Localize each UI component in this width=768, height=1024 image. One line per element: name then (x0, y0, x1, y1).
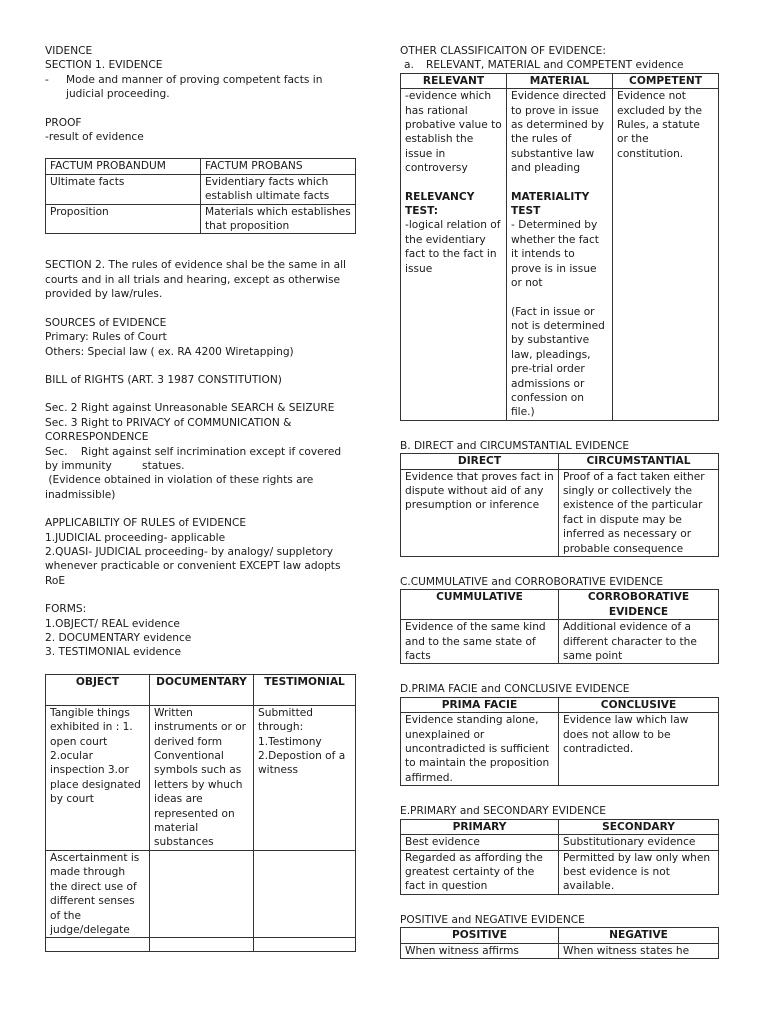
sec-self-incrimination: Sec. Right against self incrimination except if covered by immunity statues. (45, 445, 345, 472)
table-cell: Ultimate facts (46, 174, 201, 204)
corroborative-header: CORROBORATIVE EVIDENCE (559, 590, 719, 620)
table-row (401, 713, 719, 786)
section1-bullet (45, 73, 357, 102)
material-cell (507, 89, 613, 421)
table-cell: Proposition (46, 204, 201, 234)
sec3-right: Sec. 3 Right to PRIVACY of COMMUNICATION & CORRESPONDENCE (45, 416, 292, 444)
table-row (46, 938, 356, 952)
primary-secondary-table (400, 819, 719, 895)
forms-testimonial: 3. TESTIMONIAL evidence (45, 646, 182, 659)
table-row (401, 835, 719, 850)
object-header: OBJECT (46, 674, 150, 705)
conclusive-header: CONCLUSIVE (559, 697, 719, 712)
sources-primary: Primary: Rules of Court (45, 331, 167, 344)
table-cell: Evidence law which law does not allow to be contradicted. (559, 713, 719, 786)
sources-others: Others: Special law ( ex. RA 4200 Wiretapping) (45, 345, 294, 358)
direct-circumstantial-table (400, 453, 719, 557)
materiality-note: (Fact in issue or not is determined by substantive law, pleadings, pre-trial order admissions or confession on file.) (511, 305, 605, 419)
table-cell: Evidence of the same kind and to the same state of facts (401, 620, 559, 664)
prima-facie-conclusive-table (400, 697, 719, 786)
forms-title: FORMS: (45, 603, 87, 616)
table-cell (46, 938, 150, 952)
table-row (46, 204, 356, 234)
section1-bullet-text: Mode and manner of proving competent facts in judicial proceeding. (66, 73, 323, 101)
factum-table (45, 158, 356, 234)
e-title: E.PRIMARY and SECONDARY EVIDENCE (400, 805, 606, 818)
forms-table (45, 674, 356, 953)
competent-header: COMPETENT (613, 73, 719, 88)
secondary-header: SECONDARY (559, 819, 719, 834)
cumulative-header: CUMMULATIVE (401, 590, 559, 620)
table-cell: Written instruments or or derived form Conventional symbols such as letters by whuch ideas are represented on material substances (150, 705, 254, 850)
inadmissible-note: (Evidence obtained in violation of these rights are inadmissible) (45, 474, 317, 501)
table-cell: Evidentiary facts which establish ultimate facts (201, 174, 356, 204)
section1-title: SECTION 1. EVIDENCE (45, 59, 163, 72)
table-cell: Additional evidence of a different character to the same point (559, 620, 719, 664)
table-cell: Regarded as affording the greatest certainty of the fact in question (401, 850, 559, 894)
materiality-test-title: MATERIALITY TEST (511, 190, 590, 218)
table-cell: Submitted through: 1.Testimony 2.Depostion of a witness (254, 705, 356, 850)
sub-a (400, 58, 718, 72)
table-cell (254, 938, 356, 952)
table-cell: Permitted by law only when best evidence is not available. (559, 850, 719, 894)
relevant-cell (401, 89, 507, 421)
relevancy-test-title: RELEVANCY TEST: (405, 190, 475, 218)
table-cell: Tangible things exhibited in : 1. open court 2.ocular inspection 3.or place designated by court (46, 705, 150, 850)
positive-header: POSITIVE (401, 928, 559, 943)
cumulative-corroborative-table (400, 589, 719, 664)
applicability-title: APPLICABILTIY OF RULES of EVIDENCE (45, 517, 247, 530)
table-cell: Evidence that proves fact in dispute without aid of any presumption or inference (401, 469, 559, 556)
table-row (401, 89, 719, 421)
rmc-table (400, 73, 719, 421)
table-row (401, 850, 719, 894)
table-row (46, 850, 356, 937)
bullet-dash: - (45, 73, 49, 86)
sources-title: SOURCES of EVIDENCE (45, 316, 167, 329)
materiality-test: - Determined by whether the fact it intends to prove is in issue or not (511, 219, 599, 290)
factum-probans-header: FACTUM PROBANS (201, 159, 356, 174)
proof-title: PROOF (45, 116, 82, 129)
applicability-quasi-judicial: 2.QUASI- JUDICIAL proceeding- by analogy/ suppletory whenever practicable or convenient EXCEPT law adopts RoE (45, 545, 341, 587)
table-row (46, 174, 356, 204)
doc-heading: VIDENCE (45, 45, 93, 57)
material-header: MATERIAL (507, 73, 613, 88)
forms-documentary: 2. DOCUMENTARY evidence (45, 632, 192, 644)
table-cell (254, 850, 356, 937)
competent-definition: Evidence not excluded by the Rules, a statute or the constitution. (617, 90, 702, 160)
material-definition: Evidence directed to prove in issue as determined by the rules of substantive law and pleading (511, 90, 607, 175)
f-title: POSITIVE and NEGATIVE EVIDENCE (400, 913, 585, 926)
table-cell (150, 938, 254, 952)
primary-header: PRIMARY (401, 819, 559, 834)
relevancy-test: -logical relation of the evidentiary fact to the fact in issue (405, 219, 501, 275)
competent-cell (613, 89, 719, 421)
table-cell: When witness states he (559, 943, 719, 958)
right-column (400, 44, 718, 959)
d-title: D.PRIMA FACIE and CONCLUSIVE EVIDENCE (400, 683, 630, 696)
table-cell: When witness affirms (401, 943, 559, 958)
b-title: B. DIRECT and CIRCUMSTANTIAL EVIDENCE (400, 439, 630, 452)
table-cell: Ascertainment is made through the direct use of different senses of the judge/delegate (46, 850, 150, 937)
proof-definition: -result of evidence (45, 131, 144, 144)
table-row (401, 943, 719, 958)
positive-negative-table (400, 927, 719, 959)
direct-header: DIRECT (401, 454, 559, 469)
table-row (401, 469, 719, 556)
negative-header: NEGATIVE (559, 928, 719, 943)
table-cell: Materials which establishes that proposition (201, 204, 356, 234)
factum-probandum-header: FACTUM PROBANDUM (46, 159, 201, 174)
c-title: C.CUMMULATIVE and CORROBORATIVE EVIDENCE (400, 576, 664, 588)
table-row (401, 620, 719, 664)
table-cell (150, 850, 254, 937)
circumstantial-header: CIRCUMSTANTIAL (559, 454, 719, 469)
sec2-right: Sec. 2 Right against Unreasonable SEARCH & SEIZURE (45, 402, 335, 415)
relevant-header: RELEVANT (401, 73, 507, 88)
left-column (45, 44, 357, 952)
sub-a-text: RELEVANT, MATERIAL and COMPETENT evidence (426, 59, 684, 72)
applicability-judicial: 1.JUDICIAL proceeding- applicable (45, 531, 226, 544)
forms-object: 1.OBJECT/ REAL evidence (45, 617, 180, 630)
table-cell: Proof of a fact taken either singly or collectively the existence of the particular fact in dispute may be inferred as necessary or probable consequence (559, 469, 719, 556)
other-classification-title: OTHER CLASSIFICAITON OF EVIDENCE: (400, 45, 606, 57)
table-cell: Substitutionary evidence (559, 835, 719, 850)
table-cell: Evidence standing alone, unexplained or uncontradicted is sufficient to maintain the proposition affirmed. (401, 713, 559, 786)
relevant-definition: -evidence which has rational probative value to establish the issue in controversy (405, 90, 502, 175)
bill-of-rights-title: BILL of RIGHTS (ART. 3 1987 CONSTITUTION) (45, 373, 282, 386)
table-row (46, 705, 356, 850)
table-cell: Best evidence (401, 835, 559, 850)
documentary-header: DOCUMENTARY (150, 674, 254, 705)
testimonial-header: TESTIMONIAL (254, 674, 356, 705)
sub-a-letter: a. (404, 59, 414, 72)
prima-facie-header: PRIMA FACIE (401, 697, 559, 712)
section2-text: SECTION 2. The rules of evidence shal be the same in all courts and in all trials and hearing, except as otherwise provided by law/rules. (45, 259, 346, 301)
